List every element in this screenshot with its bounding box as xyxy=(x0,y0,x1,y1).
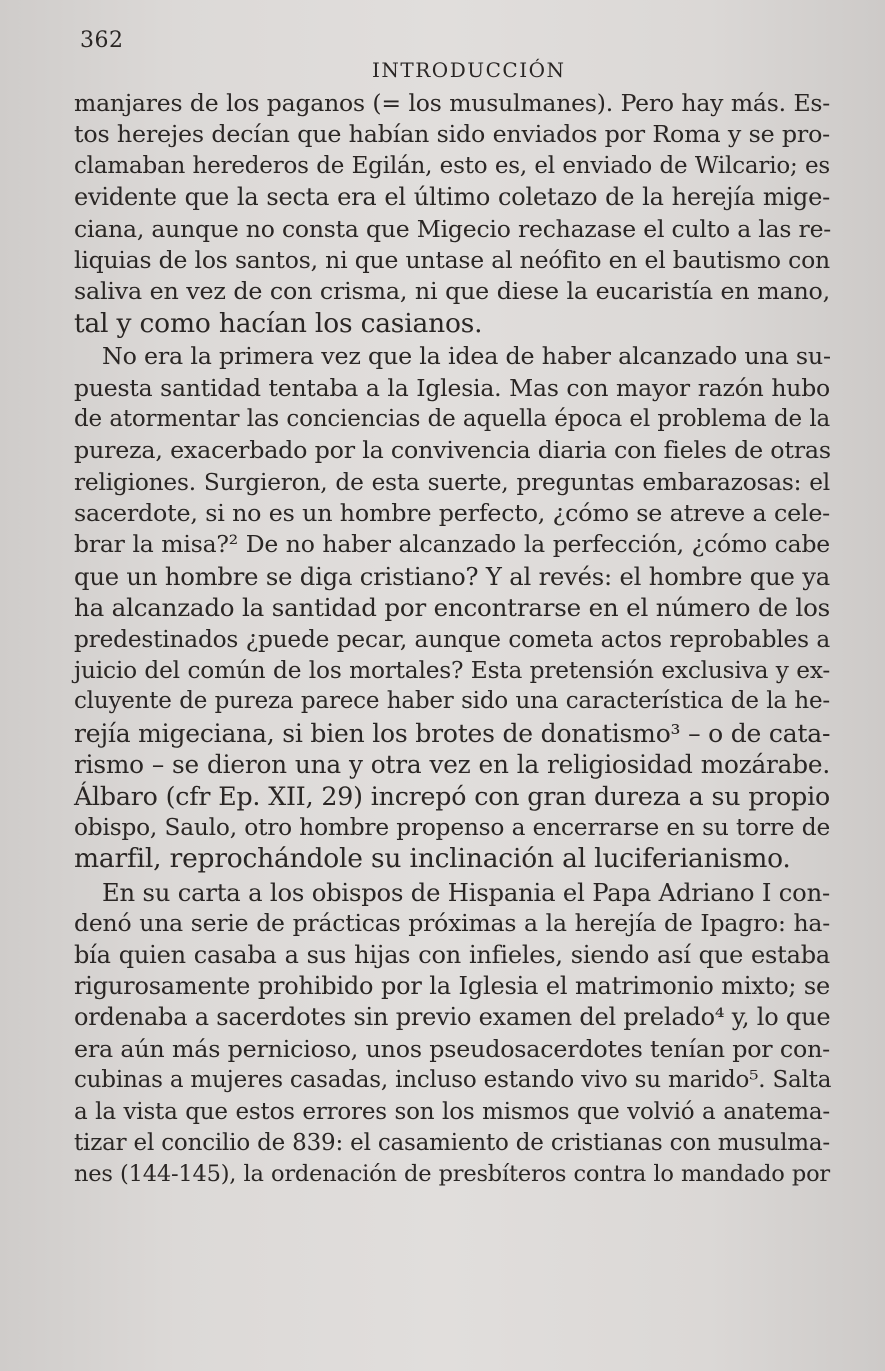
text-line: rismo – se dieron una y otra vez en la religiosidad mozárabe. xyxy=(74,750,830,780)
text-line: sacerdote, si no es un hombre perfecto, ¿cómo se atreve a cele- xyxy=(74,499,830,528)
text-line: clamaban herederos de Egilán, esto es, el enviado de Wilcario; es xyxy=(74,152,830,179)
text-line: puesta santidad tentaba a la Iglesia. Mas con mayor razón hubo xyxy=(74,373,830,402)
text-line: brar la misa?² De no haber alcanzado la perfección, ¿cómo cabe xyxy=(74,530,830,559)
text-line: pureza, exacerbado por la convivencia diaria con fieles de otras xyxy=(74,436,831,465)
text-line: marfil, reprochándole su inclinación al luciferianismo. xyxy=(74,843,791,875)
text-line: ha alcanzado la santidad por encontrarse en el número de los xyxy=(74,593,830,623)
text-line: tizar el concilio de 839: el casamiento de cristianas con musulma- xyxy=(74,1129,830,1156)
text-line: cluyente de pureza parece haber sido una característica de la he- xyxy=(74,688,830,715)
text-line: juicio del común de los mortales? Esta pretensión exclusiva y ex- xyxy=(74,657,830,685)
text-line: rigurosamente prohibido por la Iglesia el matrimonio mixto; se xyxy=(74,971,830,1000)
text-line: liquias de los santos, ni que untase al neófito en el bautismo con xyxy=(74,245,830,274)
text-line: En su carta a los obispos de Hispania el Papa Adriano I con- xyxy=(102,877,830,907)
text-line: religiones. Surgieron, de esta suerte, preguntas embarazosas: el xyxy=(74,468,830,496)
text-line: denó una serie de prácticas próximas a la herejía de Ipagro: ha- xyxy=(74,909,830,938)
text-line: saliva en vez de con crisma, ni que diese la eucaristía en mano, xyxy=(74,277,830,306)
text-line: de atormentar las conciencias de aquella época el problema de la xyxy=(74,405,830,432)
text-line: manjares de los paganos (= los musulmanes). Pero hay más. Es- xyxy=(74,89,830,117)
text-line: Álbaro (cfr Ep. XII, 29) increpó con gran dureza a su propio xyxy=(74,781,830,811)
text-line: tal y como hacían los casianos. xyxy=(74,307,483,339)
text-line: cubinas a mujeres casadas, incluso estando vivo su marido⁵. Salta xyxy=(74,1067,832,1094)
page-number: 362 xyxy=(80,28,124,53)
text-line: obispo, Saulo, otro hombre propenso a encerrarse en su torre de xyxy=(74,813,830,841)
text-line: ciana, aunque no consta que Migecio rechazase el culto a las re- xyxy=(74,214,832,243)
text-line: a la vista que estos errores son los mismos que volvió a anatema- xyxy=(74,1098,830,1125)
text-line: predestinados ¿puede pecar, aunque cometa actos reprobables a xyxy=(74,625,830,653)
text-line: ordenaba a sacerdotes sin previo examen del prelado⁴ y, lo que xyxy=(74,1003,831,1032)
text-line: rejía migeciana, si bien los brotes de donatismo³ – o de cata- xyxy=(74,718,831,748)
text-line: No era la primera vez que la idea de haber alcanzado una su- xyxy=(102,342,831,371)
text-line: era aún más pernicioso, unos pseudosacerdotes tenían por con- xyxy=(74,1034,830,1063)
body-text xyxy=(74,88,830,1191)
text-line: tos herejes decían que habían sido enviados por Roma y se pro- xyxy=(74,120,830,149)
running-head: INTRODUCCIÓN xyxy=(372,58,566,82)
text-line: que un hombre se diga cristiano? Y al revés: el hombre que ya xyxy=(74,561,830,591)
text-line: bía quien casaba a sus hijas con infieles, siendo así que estaba xyxy=(74,940,830,969)
text-line: nes (144-145), la ordenación de presbíteros contra lo mandado por xyxy=(74,1161,830,1188)
text-line: evidente que la secta era el último coletazo de la herejía mige- xyxy=(74,183,830,212)
